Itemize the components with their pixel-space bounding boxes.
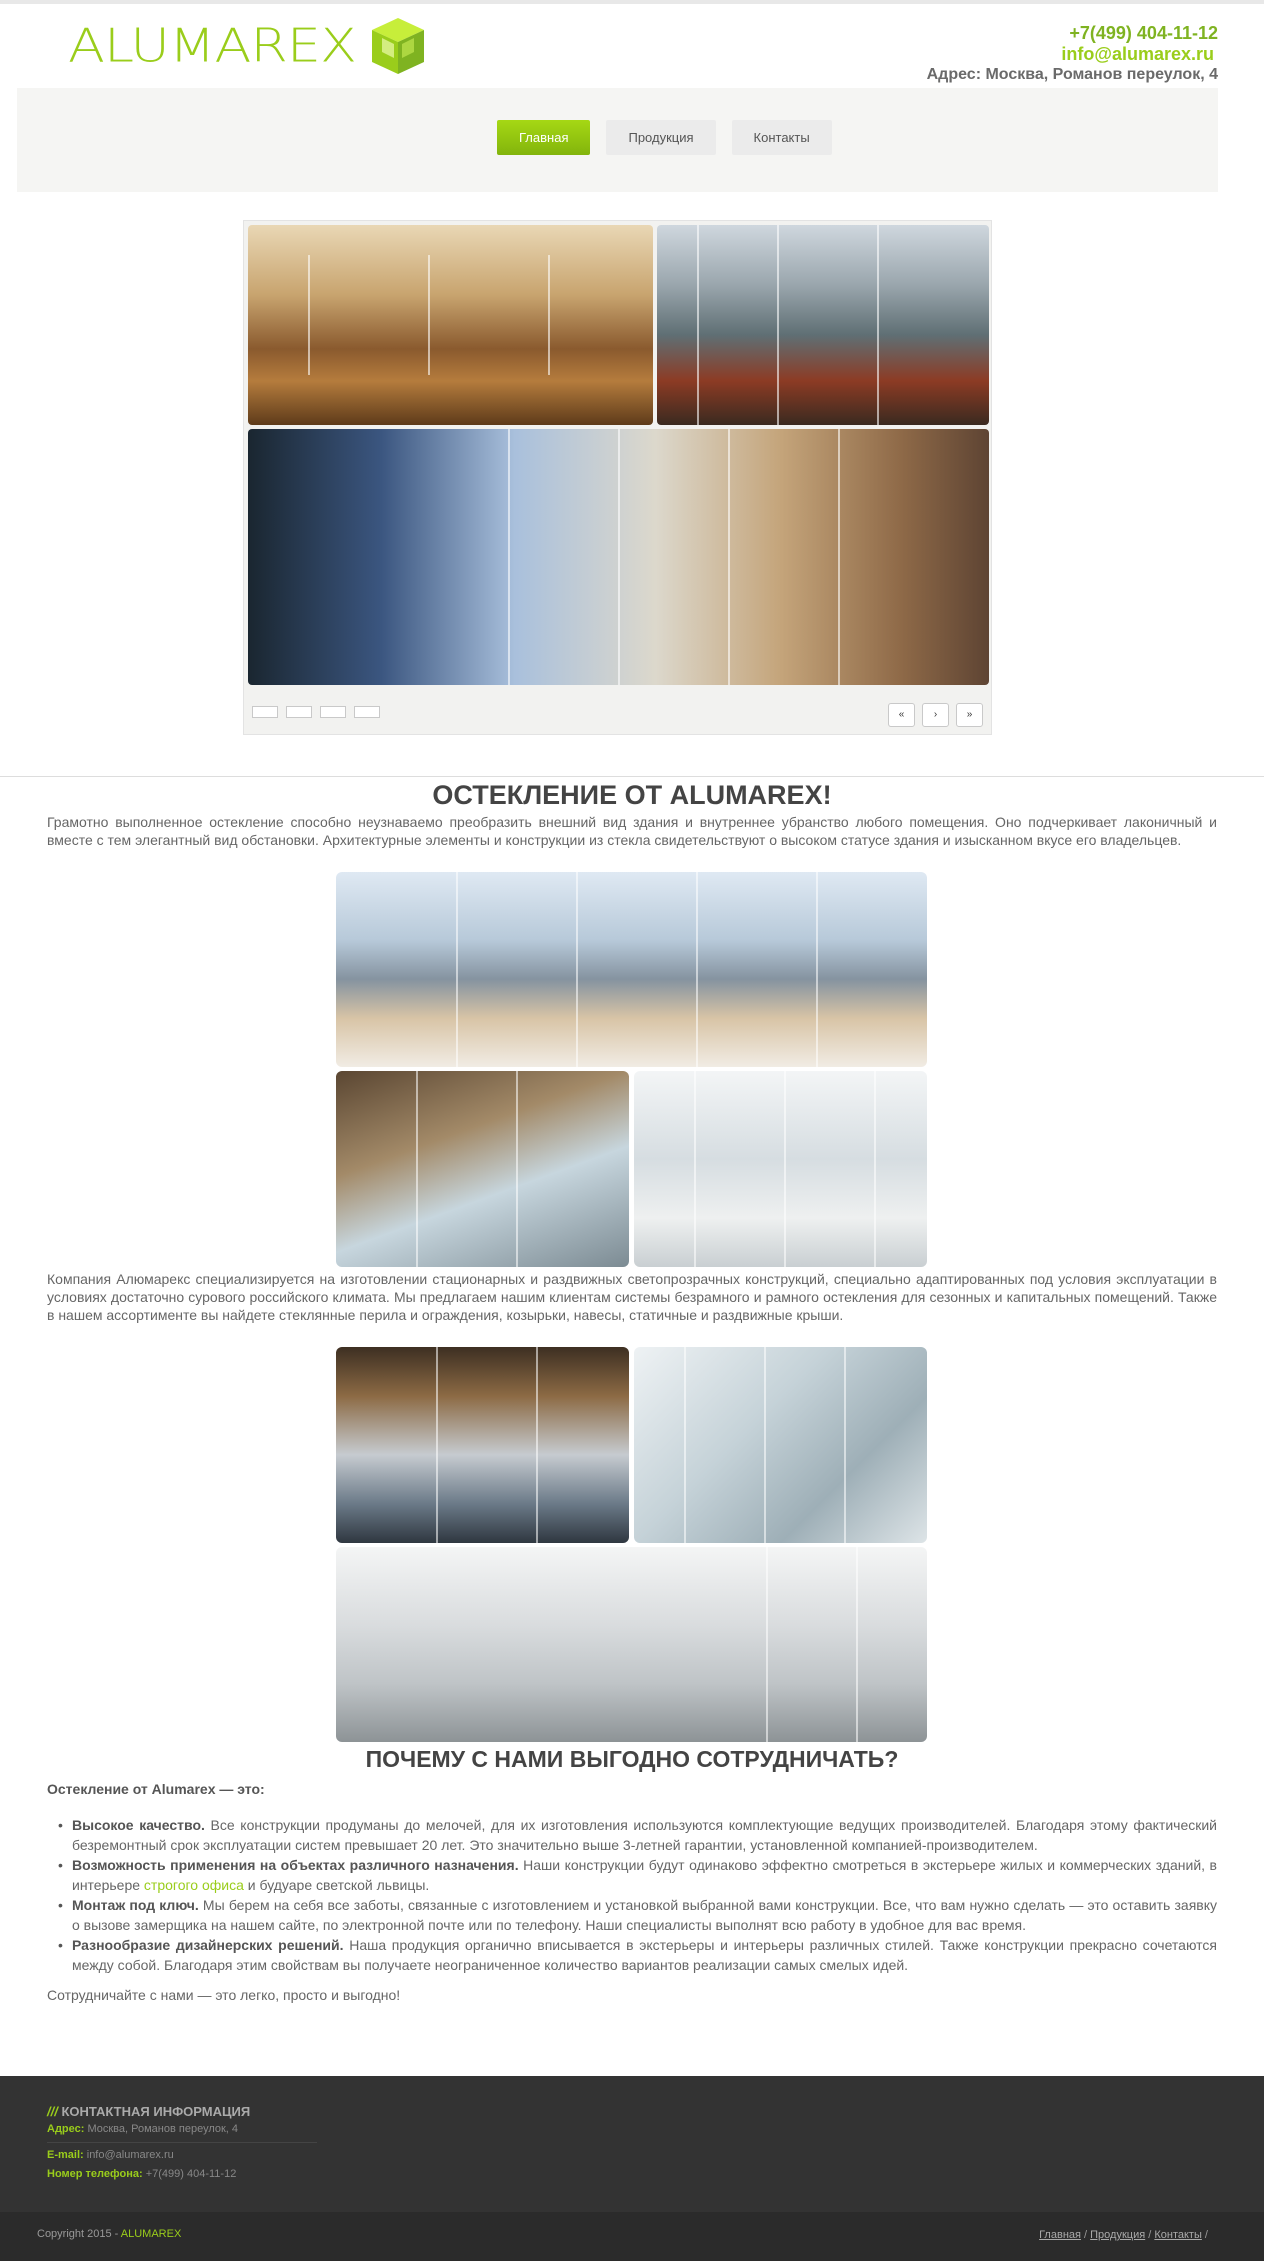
benefits-list — [72, 1815, 1217, 1975]
list-item: • Возможность применения на объектах различного назначения. Наши конструкции будут одинаково эффектно смотреться в экстерьере жилых и коммерческих зданий, в интерьере строгого офиса и будуаре светской львицы. — [72, 1855, 1217, 1895]
footer-title: /// КОНТАКТНАЯ ИНФОРМАЦИЯ — [47, 2104, 251, 2119]
slide-image-living-room — [248, 225, 653, 425]
nav-home[interactable]: Главная — [497, 120, 590, 155]
gallery-image-lounge — [336, 1547, 927, 1742]
footer-link-products[interactable]: Продукция — [1090, 2229, 1146, 2241]
footer-separator — [47, 2142, 317, 2143]
page-title: ОСТЕКЛЕНИЕ ОТ ALUMAREX! — [432, 780, 832, 810]
list-item: • Высокое качество. Все конструкции продуманы до мелочей, для их изготовления используются комплектующие ведущих производителей. Благодаря этому фактический безремонтный срок эксплуатации систем превышает 20 лет. Это значительно выше 3-летней гарантии, установленной компанией-производителем. — [72, 1815, 1217, 1855]
list-item: • Монтаж под ключ. Мы берем на себя все заботы, связанные с изготовлением и установкой выбранной вами конструкции. Все, что вам нужно сделать — это оставить заявку о вызове замерщика на нашем сайте, по электронной почте или по телефону. Наши специалисты выполнят всю работу в удобное для вас время. — [72, 1895, 1217, 1935]
slider-dot[interactable] — [252, 706, 278, 718]
header-email[interactable]: info@alumarex.ru — [1061, 44, 1214, 64]
gallery-image-white-interior — [634, 1071, 927, 1267]
company-paragraph: Компания Алюмарекс специализируется на изготовлении стационарных и раздвижных светопрозрачных конструкций, специально адаптированных под условия эксплуатации в условиях достаточно сурового российского климата. Мы предлагаем нашим клиентам системы безрамного и рамного остекления для сезонных и капитальных помещений. Также в нашем ассортименте вы найдете стеклянные перила и ограждения, козырьки, навесы, статичные и раздвижные крыши. — [47, 1271, 1217, 1323]
copyright: Copyright 2015 - ALUMAREX — [37, 2228, 182, 2240]
header-phone[interactable]: +7(499) 404-11-12 — [1069, 23, 1218, 43]
slider-controls — [888, 703, 983, 727]
gallery-image-office-panorama — [336, 872, 927, 1067]
why-us-subtitle: Остекление от Alumarex — это: — [47, 1781, 265, 1797]
footer-link-home[interactable]: Главная — [1039, 2229, 1081, 2241]
list-item: • Разнообразие дизайнерских решений. Наша продукция органично вписывается в экстерьеры и интерьеры различных стилей. Также конструкции прекрасно сочетаются между собой. Благодаря этим свойствам вы получаете неограниченное количество вариантов реализации самых смелых идей. — [72, 1935, 1217, 1975]
logo-text: ALUMAREX — [68, 18, 357, 73]
header — [0, 4, 1264, 88]
logo[interactable] — [68, 16, 426, 76]
slider-next-button[interactable]: » — [956, 703, 983, 727]
footer — [0, 2076, 1264, 2212]
slider-dot[interactable] — [286, 706, 312, 718]
office-link[interactable]: строгого офиса — [143, 1877, 244, 1893]
footer-links: Главная / Продукция / Контакты / — [1039, 2229, 1208, 2241]
footer-address: Адрес: Москва, Романов переулок, 4 — [47, 2123, 239, 2135]
footer-email: E-mail: info@alumarex.ru — [47, 2149, 174, 2161]
cube-icon — [370, 16, 426, 76]
nav-products[interactable]: Продукция — [606, 120, 715, 155]
navbar — [17, 88, 1218, 192]
nav-contacts[interactable]: Контакты — [732, 120, 832, 155]
header-contacts — [927, 22, 1218, 86]
slide-image-terrace — [248, 429, 989, 685]
slider-dot[interactable] — [320, 706, 346, 718]
gallery-image-glass-partitions — [634, 1347, 927, 1543]
gallery-image-glass-staircase — [336, 1071, 629, 1267]
slider-pause-button[interactable]: › — [922, 703, 949, 727]
bottom-bar — [0, 2212, 1264, 2261]
gallery-image-glass-canopy — [336, 1347, 629, 1543]
header-address: Адрес: Москва, Романов переулок, 4 — [926, 66, 1218, 83]
image-slider — [243, 220, 992, 735]
main-nav — [497, 120, 832, 155]
section-divider — [0, 776, 1264, 777]
why-us-title: ПОЧЕМУ С НАМИ ВЫГОДНО СОТРУДНИЧАТЬ? — [365, 1746, 899, 1772]
intro-paragraph: Грамотно выполненное остекление способно неузнаваемо преобразить внешний вид здания и внутреннее убранство любого помещения. Оно подчеркивает лаконичный и вместе с тем элегантный вид обстановки. Архитектурные элементы и конструкции из стекла свидетельствуют о высоком статусе здания и изысканном вкусе его владельцев. — [47, 814, 1217, 848]
closing-text: Сотрудничайте с нами — это легко, просто и выгодно! — [47, 1987, 401, 2003]
footer-link-contacts[interactable]: Контакты — [1154, 2229, 1202, 2241]
slider-dots — [252, 706, 380, 718]
slider-dot[interactable] — [354, 706, 380, 718]
slide-image-balcony — [657, 225, 989, 425]
slider-prev-button[interactable]: « — [888, 703, 915, 727]
footer-phone: Номер телефона: +7(499) 404-11-12 — [47, 2168, 237, 2180]
